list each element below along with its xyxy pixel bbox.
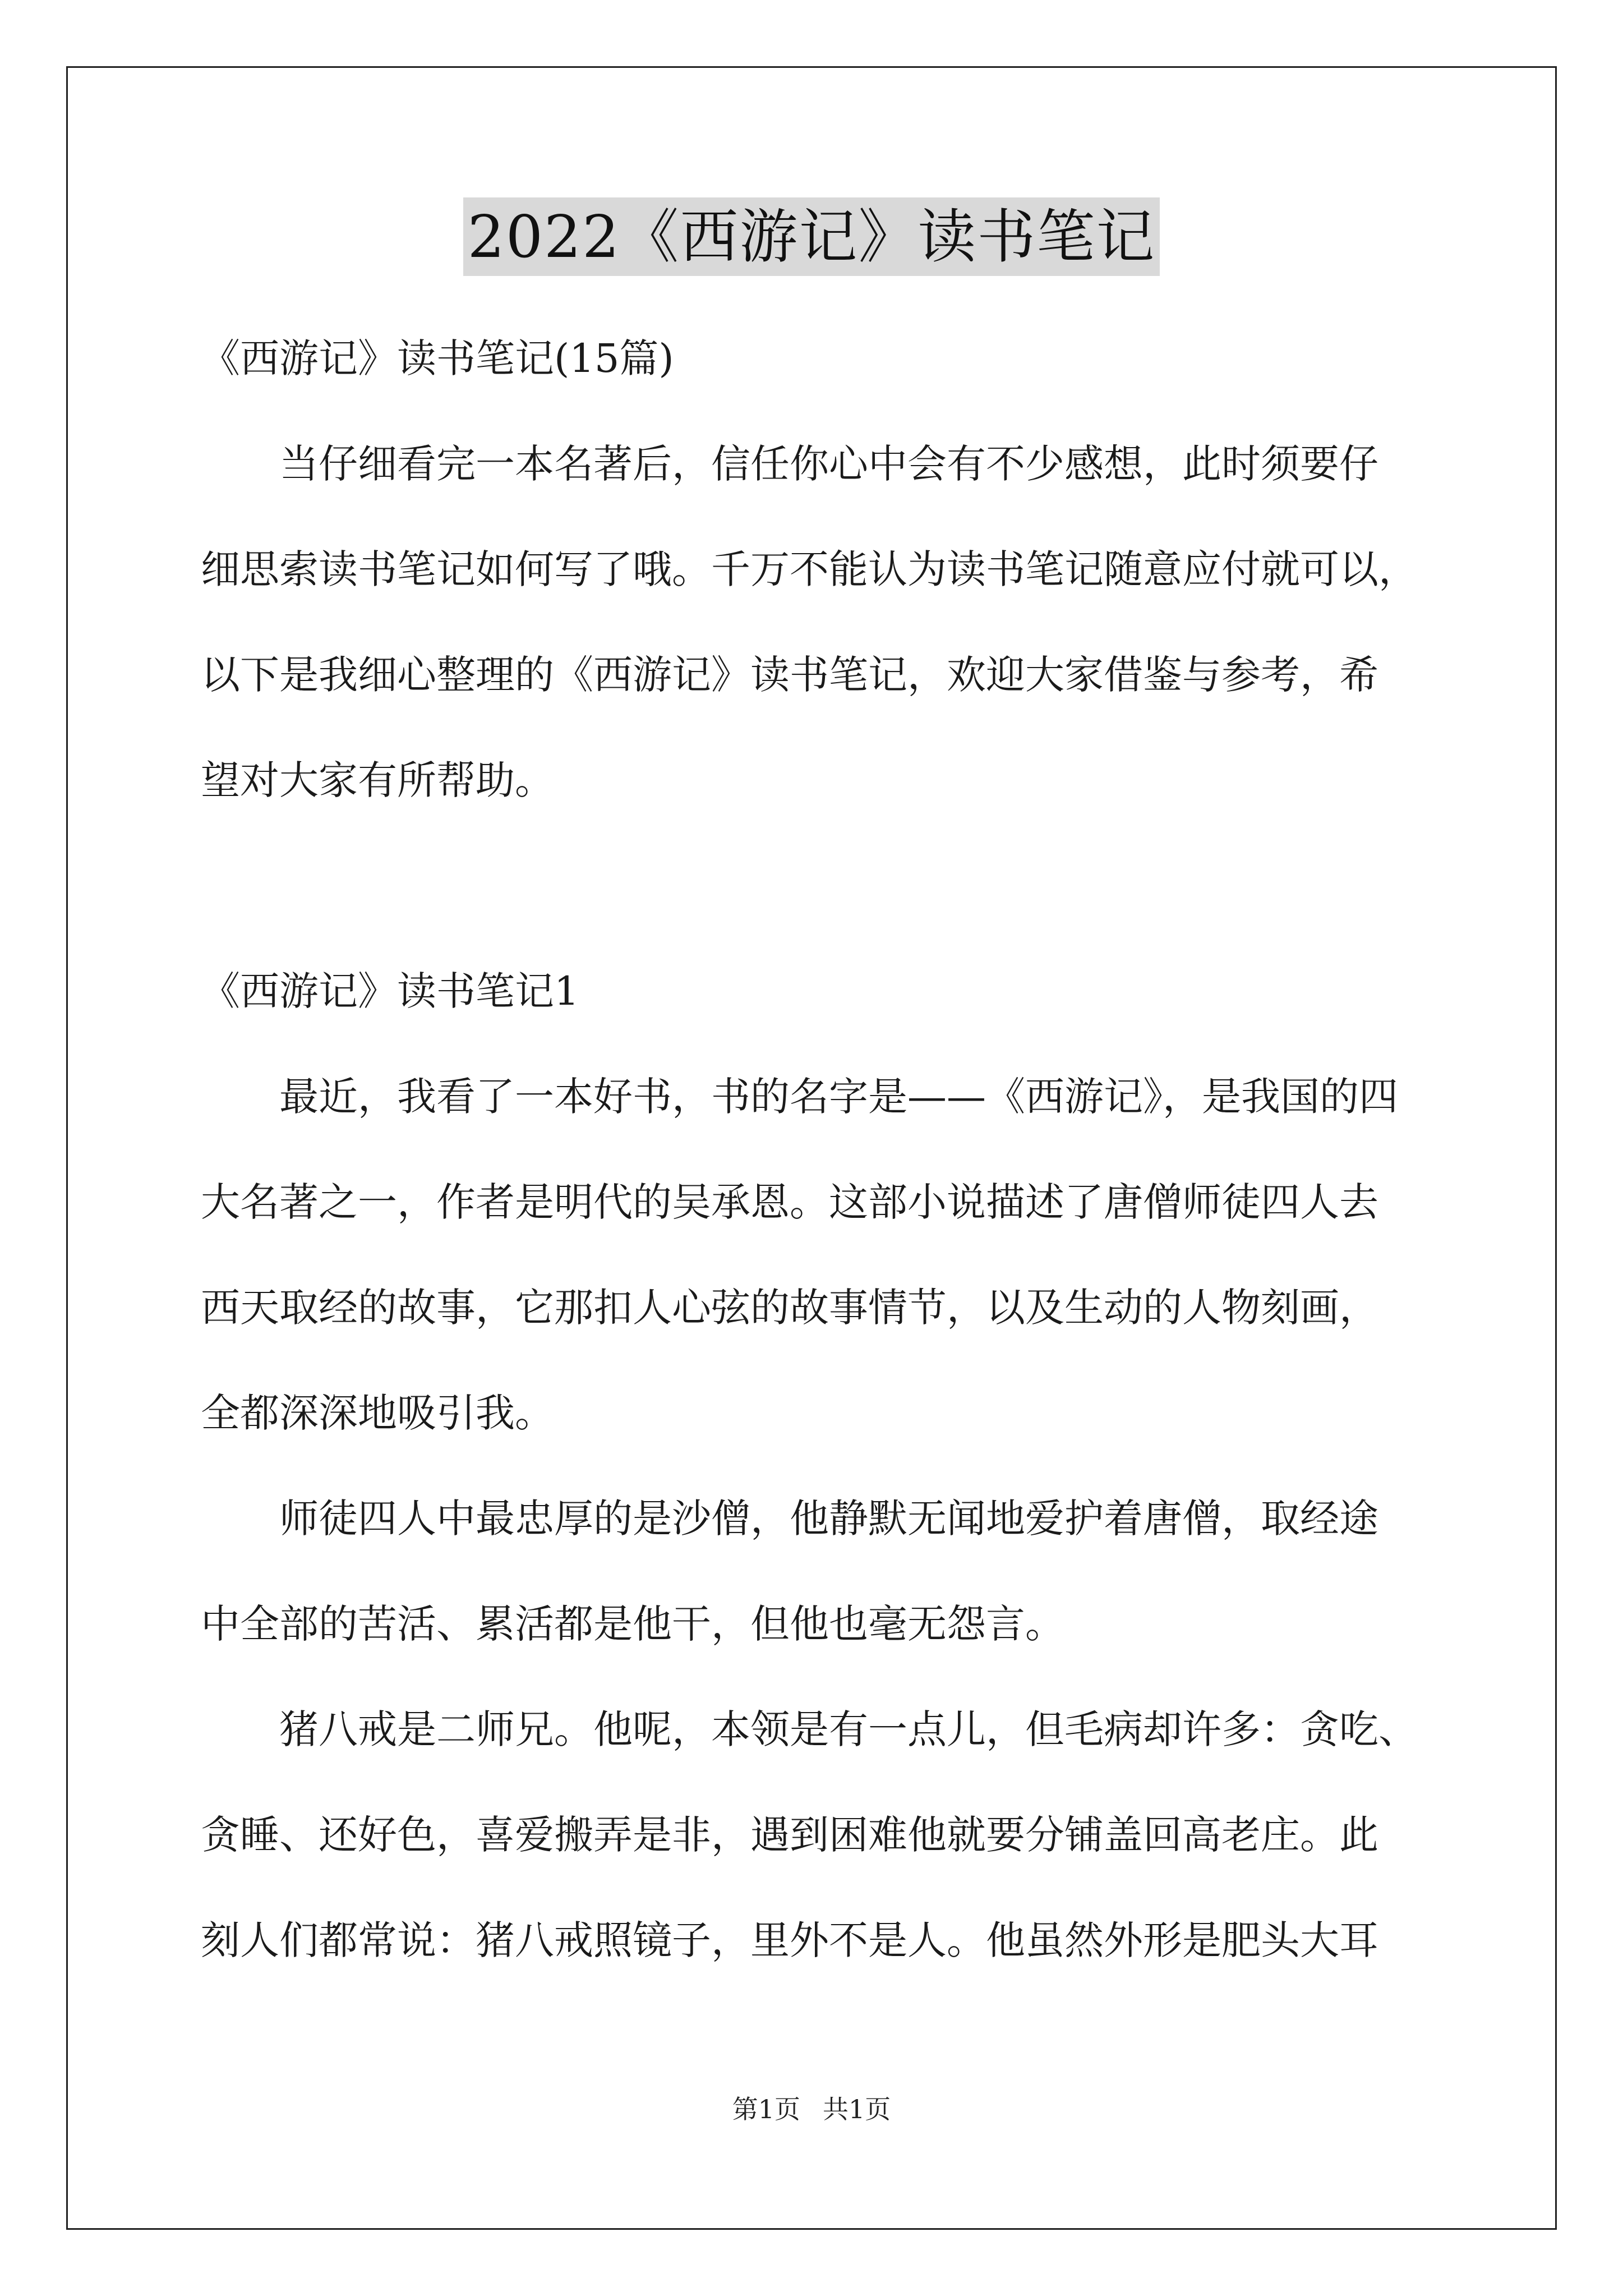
intro-line-2: 细思索读书笔记如何写了哦。千万不能认为读书笔记随意应付就可以， <box>201 546 1418 592</box>
para2-line-2: 中全部的苦活、累活都是他干，但他也毫无怨言。 <box>201 1601 1064 1647</box>
document-body <box>201 306 1435 1993</box>
para3-line-2: 贪睡、还好色，喜爱搬弄是非，遇到困难他就要分铺盖回高老庄。此 <box>201 1812 1378 1858</box>
paragraph-gap <box>201 833 1435 938</box>
document-subtitle: 《西游记》读书笔记(15篇) <box>201 335 674 381</box>
footer-page-number: 第1页 <box>732 2094 800 2124</box>
para1-line-1: 最近，我看了一本好书，书的名字是——《西游记》，是我国的四 <box>279 1074 1398 1120</box>
intro-line-3: 以下是我细心整理的《西游记》读书笔记，欢迎大家借鉴与参考，希 <box>201 652 1378 698</box>
section-heading: 《西游记》读书笔记1 <box>201 968 579 1014</box>
intro-line-1: 当仔细看完一本名著后，信任你心中会有不少感想，此时须要仔 <box>279 441 1378 487</box>
para1-line-4: 全都深深地吸引我。 <box>201 1390 554 1436</box>
para3-line-3: 刻人们都常说：猪八戒照镜子，里外不是人。他虽然外形是肥头大耳 <box>201 1917 1378 1963</box>
page-footer <box>0 2092 1623 2126</box>
footer-total-pages: 共1页 <box>823 2094 891 2124</box>
intro-line-4: 望对大家有所帮助。 <box>201 757 554 803</box>
para1-line-2: 大名著之一，作者是明代的吴承恩。这部小说描述了唐僧师徒四人去 <box>201 1179 1378 1225</box>
document-title: 2022《西游记》读书笔记 <box>463 197 1160 276</box>
para1-line-3: 西天取经的故事，它那扣人心弦的故事情节，以及生动的人物刻画， <box>201 1285 1378 1331</box>
title-container <box>0 197 1623 276</box>
para2-line-1: 师徒四人中最忠厚的是沙僧，他静默无闻地爱护着唐僧，取经途 <box>279 1496 1378 1542</box>
para3-line-1: 猪八戒是二师兄。他呢，本领是有一点儿，但毛病却许多：贪吃、 <box>279 1706 1418 1752</box>
